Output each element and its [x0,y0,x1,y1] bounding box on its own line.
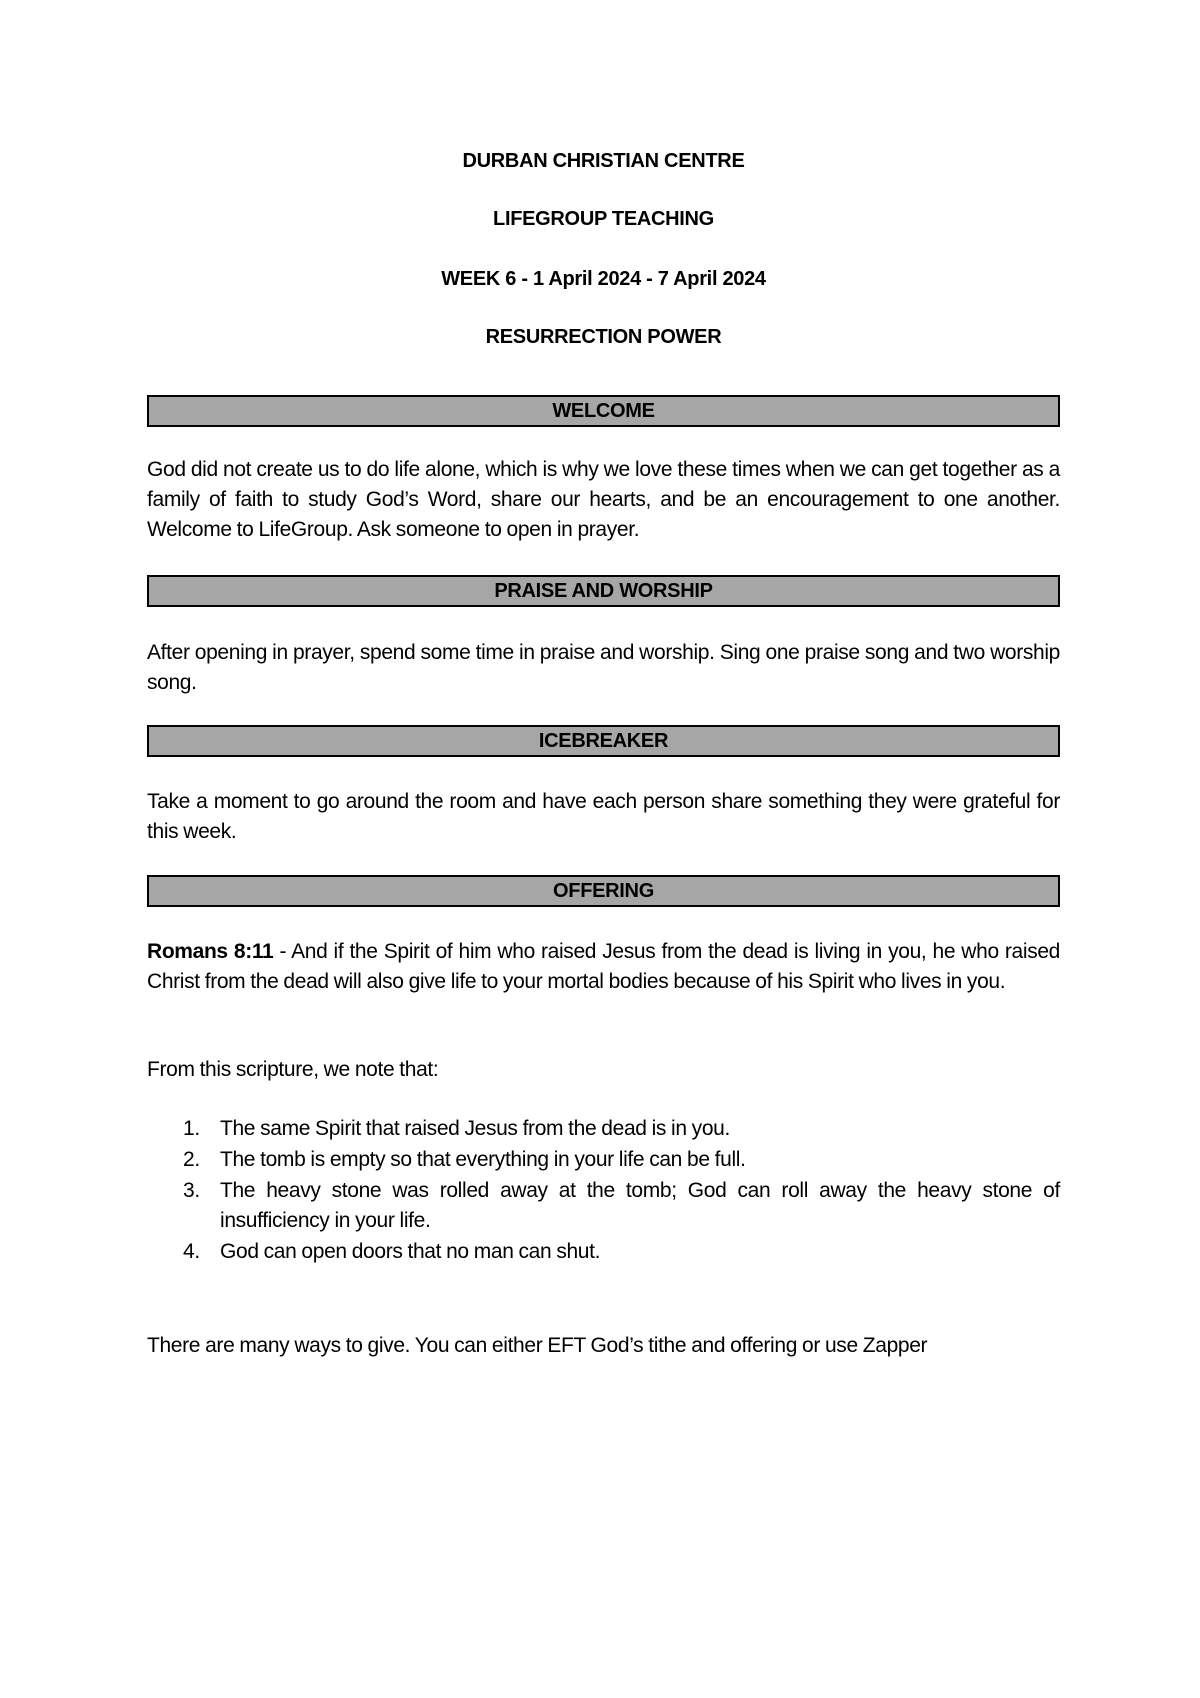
scripture-reference: Romans 8:11 [147,940,274,963]
list-item [147,1176,1060,1236]
list-item-number: 4. [183,1240,200,1263]
list-item [147,1237,1060,1267]
section-heading-praise-and-worship: PRAISE AND WORSHIP [147,575,1060,607]
scripture-points-list [147,1114,1060,1268]
week-dates: WEEK 6 - 1 April 2024 - 7 April 2024 [441,268,766,290]
icebreaker-paragraph: Take a moment to go around the room and have each person share something they were grateful for this week. [147,790,1060,843]
document-subtitle: LIFEGROUP TEACHING [493,208,714,230]
praise-paragraph: After opening in prayer, spend some time in praise and worship. Sing one praise song and two worship song. [147,641,1060,694]
list-item [147,1114,1060,1144]
scripture-intro: From this scripture, we note that: [147,1058,439,1081]
document-page [147,0,1060,1698]
organization-title: DURBAN CHRISTIAN CENTRE [462,150,745,172]
list-item-number: 2. [183,1148,200,1171]
list-item-text: The same Spirit that raised Jesus from the dead is in you. [220,1117,730,1140]
list-item-text: God can open doors that no man can shut. [220,1240,601,1263]
section-heading-offering: OFFERING [147,875,1060,907]
giving-paragraph: There are many ways to give. You can either EFT God’s tithe and offering or use Zapper [147,1334,928,1357]
list-item-text: The heavy stone was rolled away at the tomb; God can roll away the heavy stone of insufficiency in your life. [220,1179,1060,1232]
list-item-text: The tomb is empty so that everything in your life can be full. [220,1148,746,1171]
list-item-number: 3. [183,1179,200,1202]
list-item-number: 1. [183,1117,200,1140]
list-item [147,1145,1060,1175]
scripture-paragraph [147,937,1060,997]
welcome-paragraph: God did not create us to do life alone, which is why we love these times when we can get together as a family of faith to study God’s Word, share our hearts, and be an encouragement to one another. Welcome to LifeGroup. Ask someone to open in prayer. [147,458,1060,541]
section-heading-welcome: WELCOME [147,395,1060,427]
section-heading-icebreaker: ICEBREAKER [147,725,1060,757]
scripture-text: - And if the Spirit of him who raised Jesus from the dead is living in you, he who raised Christ from the dead will also give life to your mortal bodies because of his Spirit who lives in you. [147,940,1061,993]
teaching-theme: RESURRECTION POWER [485,326,722,348]
